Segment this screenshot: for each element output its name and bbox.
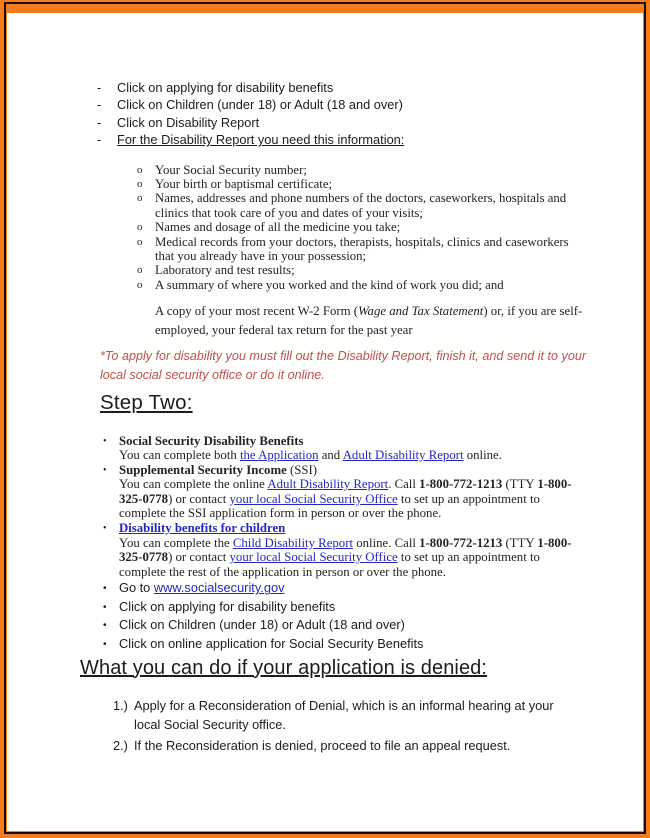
number-marker: 1.) bbox=[113, 697, 128, 713]
list-item-body bbox=[119, 463, 589, 521]
text-segment: (TTY bbox=[502, 535, 538, 550]
list-item bbox=[103, 521, 589, 579]
child-disability-report-link[interactable]: Child Disability Report bbox=[232, 535, 354, 550]
circle-marker: o bbox=[137, 163, 143, 176]
text-segment: A copy of your most recent W-2 Form ( bbox=[155, 303, 359, 318]
list-item bbox=[103, 616, 589, 634]
text-segment: You can complete the online bbox=[119, 477, 268, 492]
phone-number: 1-800-772-1213 bbox=[419, 535, 503, 550]
benefit-title bbox=[119, 521, 589, 536]
circle-marker: o bbox=[137, 177, 143, 190]
list-item-text: Apply for a Reconsideration of Denial, which is an informal hearing at your local Social Security office. bbox=[134, 697, 554, 732]
document-page bbox=[7, 13, 643, 832]
list-item bbox=[137, 191, 584, 220]
list-item bbox=[103, 579, 589, 597]
title-suffix: (SSI) bbox=[286, 462, 317, 477]
text-segment: (TTY bbox=[502, 477, 538, 492]
phone-number: 1-800-772-1213 bbox=[419, 477, 503, 492]
list-item bbox=[103, 463, 589, 521]
text-segment: ) or, if you are self-employed, your federal tax return for the past year bbox=[155, 303, 583, 337]
bullet-marker: • bbox=[103, 435, 107, 447]
phone-number: 1-800-325-0778 bbox=[119, 477, 572, 506]
list-item bbox=[137, 220, 584, 234]
italic-text-segment: Wage and Tax Statement bbox=[358, 303, 484, 318]
denied-section-heading: What you can do if your application is denied: bbox=[80, 656, 488, 679]
list-item-text: Names and dosage of all the medicine you take; bbox=[155, 220, 401, 235]
circle-marker: o bbox=[137, 192, 143, 205]
list-item-text: If the Reconsideration is denied, proceed to file an appeal request. bbox=[134, 737, 511, 753]
the-application-link[interactable]: the Application bbox=[239, 448, 319, 463]
list-item-body bbox=[119, 521, 589, 579]
text-segment: You can complete both bbox=[119, 448, 240, 463]
number-marker: 2.) bbox=[113, 737, 128, 753]
list-item-text: Click on applying for disability benefits bbox=[119, 598, 336, 614]
required-information-list bbox=[137, 163, 584, 293]
circle-marker: o bbox=[137, 235, 143, 248]
dash-marker: - bbox=[97, 114, 102, 130]
bullet-marker: • bbox=[103, 638, 107, 650]
dash-marker: - bbox=[97, 79, 102, 95]
note-line: local social security office or do it online. bbox=[100, 368, 325, 382]
phone-number: 1-800-325-0778 bbox=[119, 535, 572, 565]
circle-marker: o bbox=[137, 264, 143, 277]
bullet-marker: • bbox=[103, 620, 107, 632]
circle-marker: o bbox=[137, 278, 143, 291]
list-item-body bbox=[119, 579, 589, 597]
bullet-marker: • bbox=[103, 523, 107, 535]
list-item-text: Click on applying for disability benefits bbox=[117, 79, 334, 95]
list-item bbox=[97, 131, 597, 149]
benefit-title: Social Security Disability Benefits bbox=[119, 433, 304, 448]
list-item bbox=[97, 96, 597, 114]
benefit-text bbox=[119, 477, 589, 521]
text-segment: . Call bbox=[388, 477, 420, 492]
step-two-heading: Step Two: bbox=[100, 390, 193, 414]
text-segment: ) or contact bbox=[168, 550, 230, 565]
text-segment: ) or contact bbox=[168, 491, 230, 506]
list-item bbox=[103, 635, 589, 653]
list-item bbox=[103, 434, 589, 463]
adult-disability-report-link[interactable]: Adult Disability Report bbox=[342, 448, 464, 463]
benefit-text bbox=[119, 448, 589, 463]
disability-benefits-for-children-link[interactable]: Disability benefits for children bbox=[119, 521, 286, 536]
list-item-text: Laboratory and test results; bbox=[155, 263, 295, 278]
list-item-text-underlined: For the Disability Report you need this information: bbox=[117, 132, 405, 148]
bullet-marker: • bbox=[103, 601, 107, 613]
text-segment: to set up an appointment to complete the SSI application form in person or over the phone. bbox=[119, 491, 540, 521]
text-segment: Go to bbox=[119, 580, 154, 596]
text-segment: online. Call bbox=[353, 535, 420, 550]
list-item bbox=[113, 736, 575, 756]
list-item-body bbox=[119, 434, 589, 463]
socialsecurity-gov-link[interactable]: www.socialsecurity.gov bbox=[153, 580, 285, 596]
bullet-marker: • bbox=[103, 464, 107, 476]
list-item-text: Medical records from your doctors, therapists, hospitals, clinics and caseworkers that you already have in your possession; bbox=[155, 234, 569, 263]
local-social-security-office-link[interactable]: your local Social Security Office bbox=[229, 550, 398, 565]
list-item bbox=[137, 235, 584, 264]
circle-marker: o bbox=[137, 221, 143, 234]
step-one-dash-list bbox=[97, 79, 597, 149]
text-segment: online. bbox=[463, 448, 502, 463]
list-item bbox=[137, 177, 584, 191]
note-line: *To apply for disability you must fill out the Disability Report, finish it, and send it to your bbox=[100, 348, 587, 363]
benefit-title bbox=[119, 463, 589, 478]
list-item bbox=[103, 598, 589, 616]
text-segment: to set up an appointment to complete the rest of the application in person or over the phone. bbox=[119, 550, 540, 579]
text-segment: and bbox=[318, 448, 343, 463]
list-item-text: Names, addresses and phone numbers of the doctors, caseworkers, hospitals and clinics that took care of you and dates of your visits; bbox=[155, 191, 567, 220]
list-item bbox=[97, 114, 597, 132]
adult-disability-report-link[interactable]: Adult Disability Report bbox=[267, 477, 389, 492]
list-item bbox=[137, 278, 584, 292]
list-item bbox=[97, 79, 597, 97]
dash-marker: - bbox=[97, 97, 102, 113]
apply-note bbox=[100, 347, 590, 386]
local-social-security-office-link[interactable]: your local Social Security Office bbox=[229, 491, 398, 506]
list-item-text: Click on Disability Report bbox=[117, 114, 260, 130]
list-item bbox=[113, 696, 575, 735]
list-item-text: Click on Children (under 18) or Adult (18 and over) bbox=[119, 617, 405, 633]
list-item bbox=[137, 263, 584, 277]
denied-steps-list bbox=[113, 696, 575, 757]
text-segment: You can complete the bbox=[119, 535, 233, 550]
w2-paragraph bbox=[155, 302, 587, 340]
title-bold: Supplemental Security Income bbox=[119, 462, 287, 477]
benefit-text bbox=[119, 536, 589, 580]
step-two-list bbox=[103, 434, 589, 654]
list-item-text: Click on Children (under 18) or Adult (18 and over) bbox=[117, 97, 403, 113]
list-item-text: Click on online application for Social Security Benefits bbox=[119, 635, 424, 651]
list-item-text: A summary of where you worked and the kind of work you did; and bbox=[155, 277, 504, 292]
dash-marker: - bbox=[97, 132, 102, 148]
list-item bbox=[137, 163, 584, 177]
list-item-text: Your Social Security number; bbox=[155, 162, 307, 177]
bullet-marker: • bbox=[103, 583, 107, 595]
list-item-text: Your birth or baptismal certificate; bbox=[155, 176, 333, 191]
